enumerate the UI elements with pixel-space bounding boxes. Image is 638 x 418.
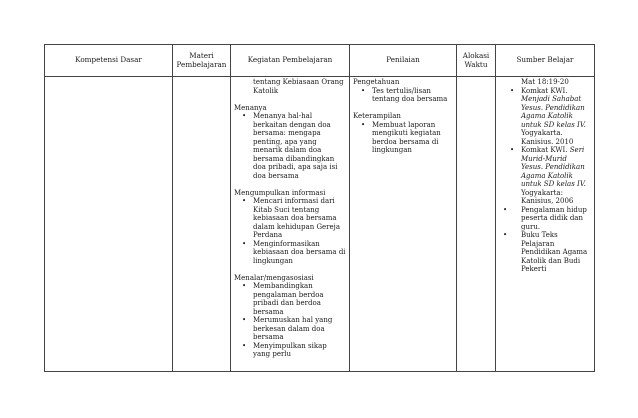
header-materi-text: Materi Pembelajaran <box>176 50 227 69</box>
cell-alokasi-waktu <box>457 77 496 372</box>
cell-penilaian <box>350 77 457 372</box>
sumber-item4: • Buku Teks Pelajaran Pendidikan Agama Katolik dan Budi Pekerti <box>521 231 588 273</box>
pengetahuan-heading: Pengetahuan <box>353 78 400 86</box>
header-alokasi-waktu <box>457 45 496 77</box>
sumber-continued-text: Mat 18:19-20 <box>521 78 569 86</box>
ref1-prefix: Komkat KWI. <box>521 86 568 95</box>
ref2-title: Seri Murid-Murid Yesus. Pendidikan Agama Katolik untuk SD kelas IV. <box>521 146 586 188</box>
mengumpulkan-heading: Mengumpulkan informasi <box>234 188 326 197</box>
sumber-list <box>502 87 591 206</box>
list-item: • Menyimpulkan sikap yang perlu <box>234 342 346 359</box>
sumber-list-secondary <box>502 206 591 274</box>
cell-sumber-belajar <box>496 77 595 372</box>
pengetahuan-list <box>353 87 453 104</box>
header-kompetensi-dasar: Kompetensi Dasar <box>45 45 173 77</box>
menanya-list <box>234 112 346 180</box>
penilaian-keterampilan <box>353 112 453 155</box>
menalar-heading: Menalar/mengasosiasi <box>234 273 314 282</box>
list-item: • Tes tertulis/lisan tentang doa bersama <box>353 87 453 104</box>
menalar-list <box>234 282 346 359</box>
menanya-heading: Menanya <box>234 103 267 112</box>
syllabus-table <box>44 44 595 372</box>
header-alokasi-text: Alokasi Waktu <box>462 50 490 69</box>
kegiatan-continued-text: tentang Kebiasaan Orang Katolik <box>253 78 344 95</box>
header-sumber-belajar: Sumber Belajar <box>496 45 595 77</box>
ref2-suffix: Yogyakarta: Kanisius, 2006 <box>521 188 574 205</box>
header-penilaian: Penilaian <box>350 45 457 77</box>
kegiatan-menanya <box>234 104 346 181</box>
cell-materi-pembelajaran <box>173 77 231 372</box>
list-item: • Merumuskan hal yang berkesan dalam doa bersama <box>234 316 346 342</box>
ref2-prefix: Komkat KWI. <box>521 146 568 154</box>
penilaian-pengetahuan <box>353 78 453 104</box>
list-item <box>502 206 591 232</box>
list-item: • Mencari informasi dari Kitab Suci tentang kebiasaan doa bersama dalam kehidupan Gereja Perdana <box>234 197 346 240</box>
cell-kompetensi-dasar <box>45 77 173 372</box>
ref1-title: Menjadi Sahabat Yesus. Pendidikan Agama Katolik untuk SD kelas IV. <box>521 95 586 129</box>
header-kegiatan-pembelajaran: Kegiatan Pembelajaran <box>231 45 350 77</box>
header-row <box>45 45 595 77</box>
list-item: • Menanya hal-hal berkaitan dengan doa bersama: mengapa penting, apa yang menarik dalam doa bersama dibandingkan doa pribadi, apa saja isi doa bersama <box>234 112 346 180</box>
header-materi-pembelajaran <box>173 45 231 77</box>
list-item: • Membandingkan pengalaman berdoa pribadi dan berdoa bersama <box>234 282 346 316</box>
ref1-suffix: Yogyakarta. Kanisius. 2010 <box>521 129 574 146</box>
cell-kegiatan-pembelajaran <box>231 77 350 372</box>
kegiatan-menalar <box>234 274 346 359</box>
list-item <box>502 87 591 147</box>
sumber-item3: • Pengalaman hidup peserta didik dan guru. <box>521 205 587 231</box>
list-item: • Membuat laporan mengikuti kegiatan berdoa bersama di lingkungan <box>353 121 453 155</box>
mengumpulkan-list <box>234 197 346 265</box>
list-item <box>502 231 591 274</box>
list-item: • Menginformasikan kebiasaan doa bersama di lingkungan <box>234 240 346 266</box>
list-item <box>502 146 591 206</box>
content-row <box>45 77 595 372</box>
kegiatan-mengumpulkan <box>234 189 346 266</box>
keterampilan-heading: Keterampilan <box>353 112 401 120</box>
keterampilan-list <box>353 121 453 155</box>
